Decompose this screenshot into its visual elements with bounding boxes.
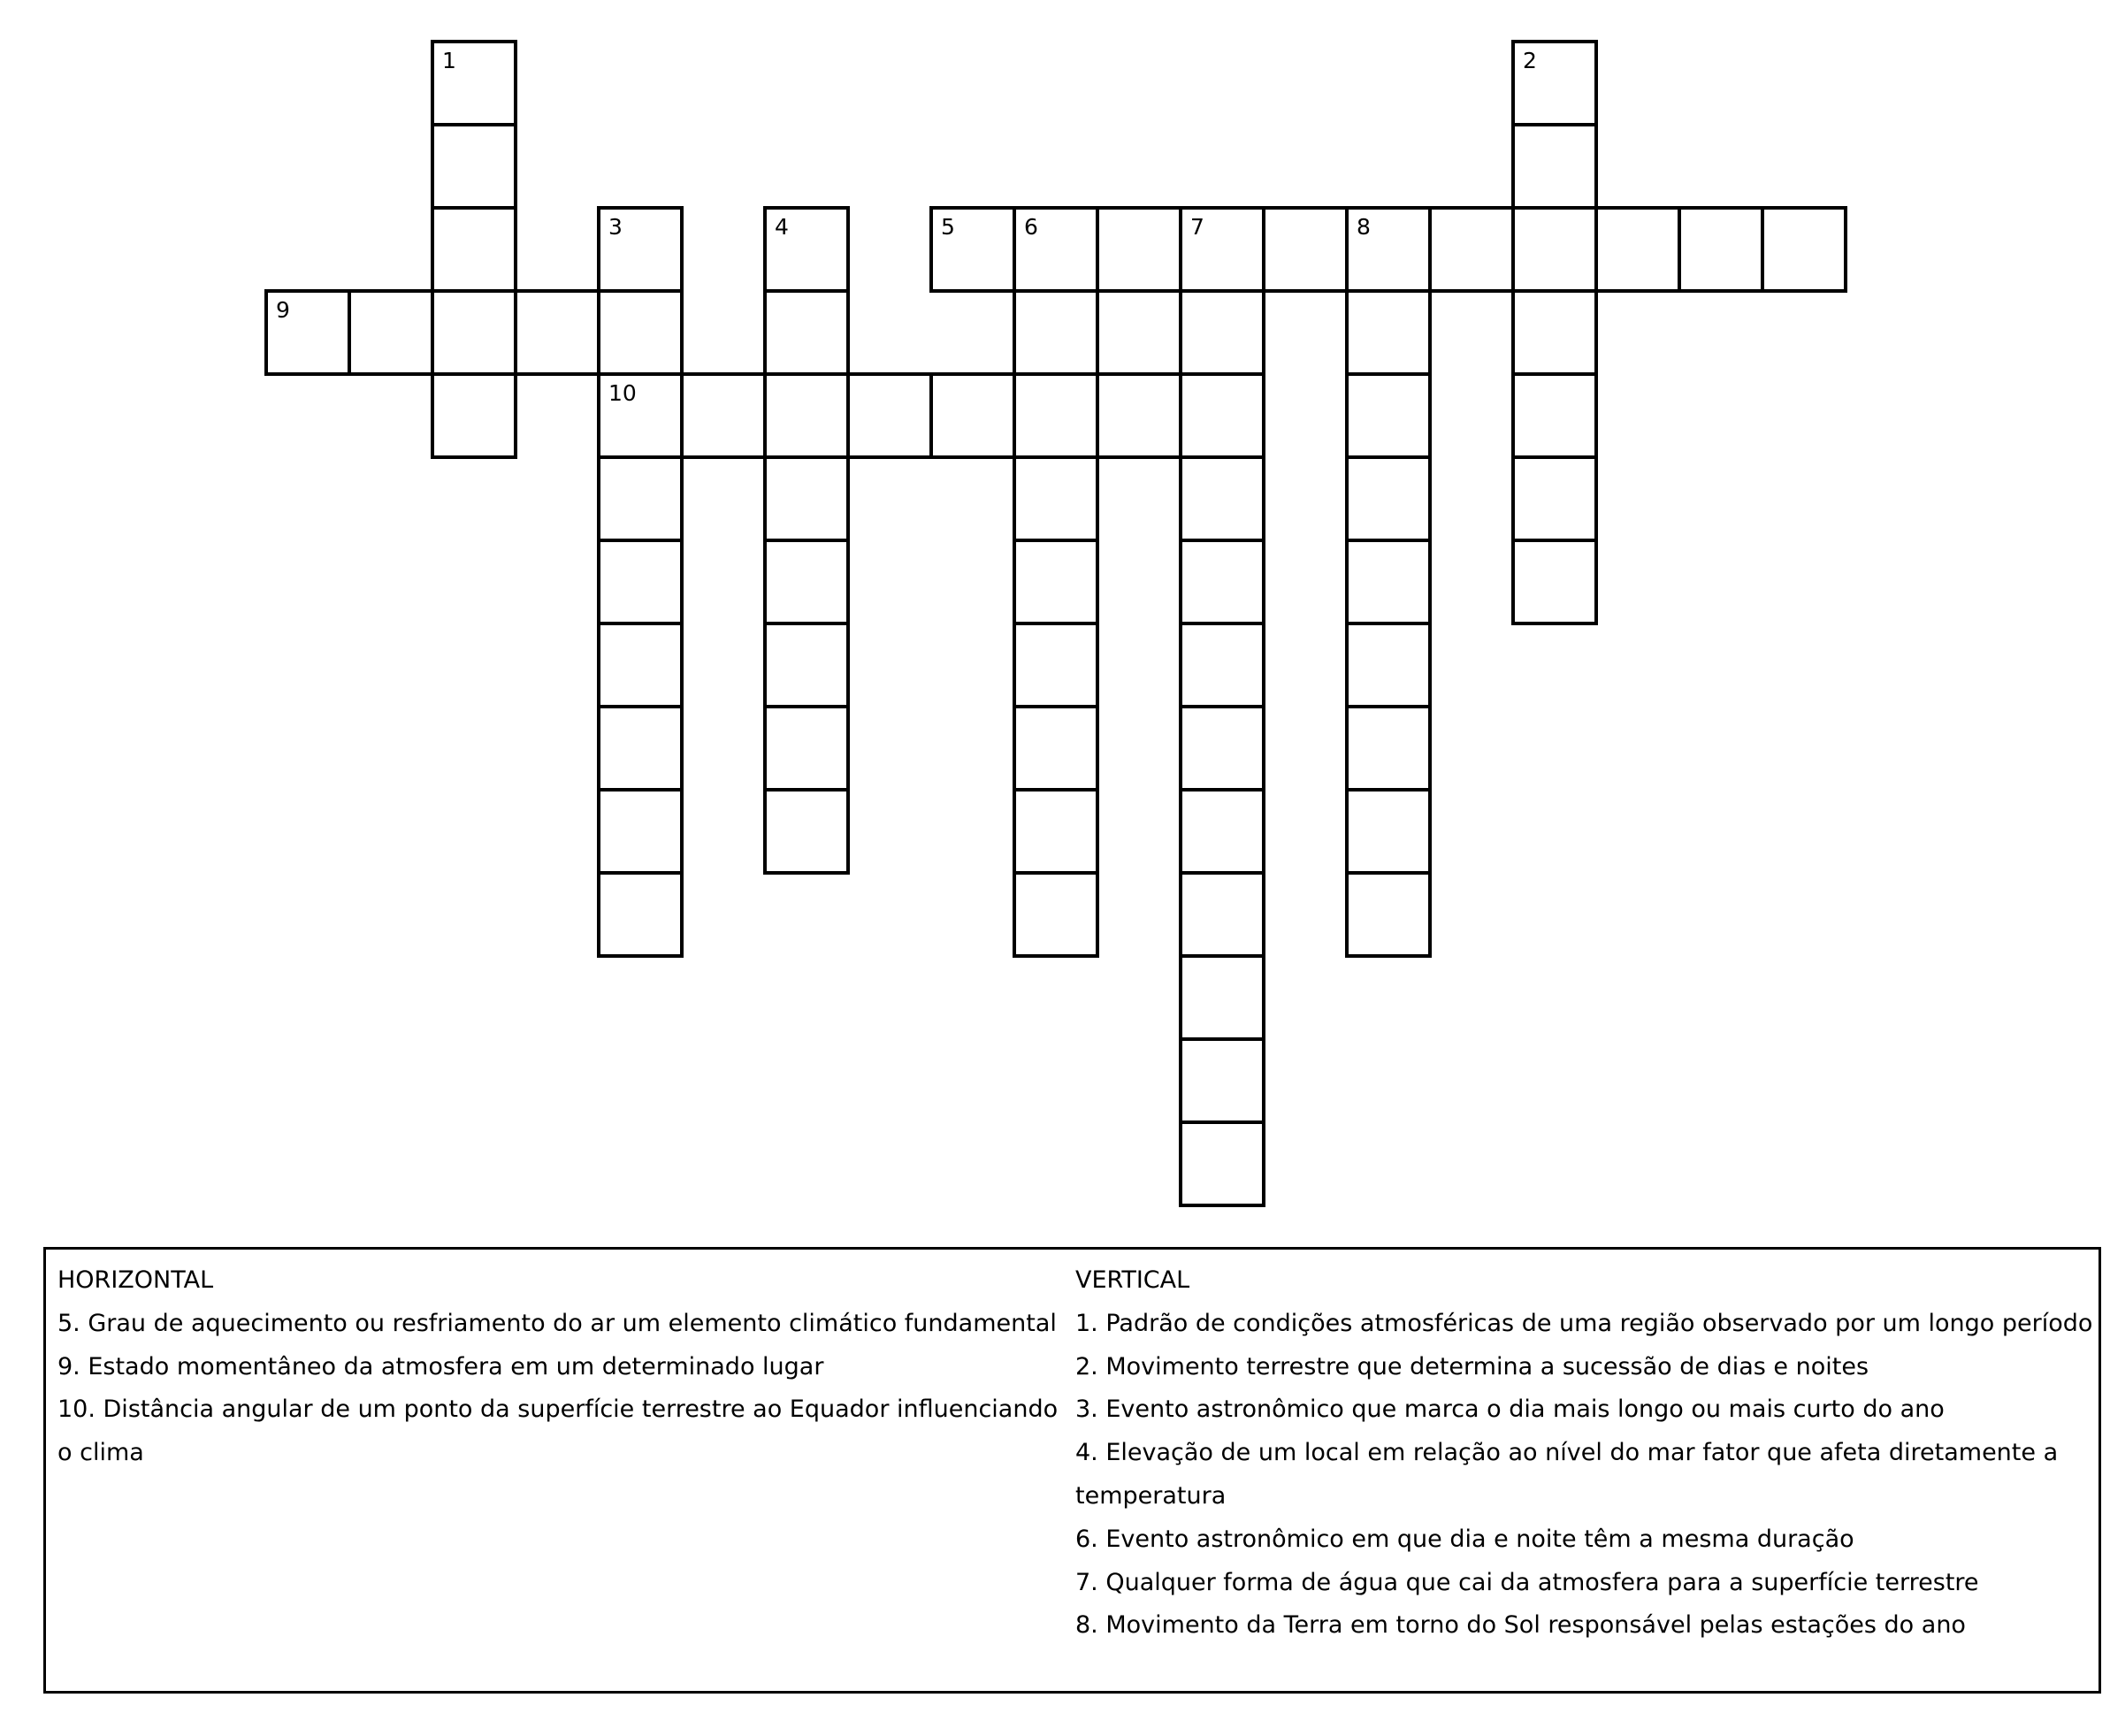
- grid-cell[interactable]: [597, 455, 684, 542]
- clue-item-vertical-2: [1075, 1346, 2092, 1389]
- grid-cell[interactable]: [1013, 455, 1099, 542]
- cell-number: 9: [276, 297, 290, 323]
- clue-line: 4. Elevação de um local em relação ao nível do mar fator que afeta diretamente a: [1075, 1439, 2059, 1467]
- grid-cell[interactable]: [1262, 206, 1349, 293]
- grid-cell[interactable]: [1096, 372, 1182, 459]
- grid-cell[interactable]: [1013, 705, 1099, 792]
- clue-line: 5. Grau de aquecimento ou resfriamento do ar um elemento climático fundamental: [57, 1309, 1057, 1337]
- grid-cell[interactable]: [1179, 1120, 1265, 1207]
- grid-cell[interactable]: [1594, 206, 1681, 293]
- grid-cell[interactable]: [1511, 455, 1598, 542]
- grid-cell[interactable]: [763, 372, 850, 459]
- clues-column-horizontal: [57, 1259, 1058, 1475]
- grid-cell[interactable]: [1013, 788, 1099, 875]
- grid-cell[interactable]: [1511, 289, 1598, 376]
- grid-cell[interactable]: [597, 788, 684, 875]
- grid-cell[interactable]: [1511, 206, 1598, 293]
- grid-cell[interactable]: [1013, 289, 1099, 376]
- grid-cell[interactable]: [846, 372, 933, 459]
- grid-cell[interactable]: [1013, 372, 1099, 459]
- grid-cell[interactable]: [763, 539, 850, 625]
- grid-cell[interactable]: [1179, 1037, 1265, 1124]
- cell-number: 4: [775, 214, 789, 240]
- clue-item-vertical-7: [1075, 1562, 2092, 1605]
- grid-cell[interactable]: [1179, 372, 1265, 459]
- cell-number: 8: [1357, 214, 1371, 240]
- grid-cell[interactable]: [1345, 788, 1432, 875]
- grid-cell[interactable]: [597, 372, 684, 459]
- grid-cell[interactable]: [763, 788, 850, 875]
- grid-cell[interactable]: [597, 705, 684, 792]
- grid-cell[interactable]: [431, 289, 517, 376]
- grid-cell[interactable]: [763, 622, 850, 708]
- clue-item-horizontal-5: [57, 1303, 1058, 1346]
- cell-number: 6: [1024, 214, 1038, 240]
- grid-cell[interactable]: [597, 539, 684, 625]
- clues-section-title-vertical: VERTICAL: [1075, 1266, 1190, 1294]
- clue-line: 9. Estado momentâneo da atmosfera em um determinado lugar: [57, 1352, 824, 1380]
- cell-number: 1: [442, 48, 456, 73]
- grid-cell[interactable]: [1179, 289, 1265, 376]
- clue-line: 1. Padrão de condições atmosféricas de uma região observado por um longo período: [1075, 1309, 2093, 1337]
- grid-cell[interactable]: [763, 206, 850, 293]
- grid-cell[interactable]: [431, 123, 517, 210]
- grid-cell[interactable]: [1511, 123, 1598, 210]
- grid-cell[interactable]: [1179, 871, 1265, 958]
- clues-panel: [43, 1247, 2101, 1694]
- cell-number: 2: [1523, 48, 1537, 73]
- grid-cell[interactable]: [1345, 622, 1432, 708]
- grid-cell[interactable]: [763, 705, 850, 792]
- cell-number: 3: [608, 214, 623, 240]
- grid-cell[interactable]: [597, 206, 684, 293]
- clue-line: 8. Movimento da Terra em torno do Sol responsável pelas estações do ano: [1075, 1611, 1966, 1640]
- grid-cell[interactable]: [1511, 539, 1598, 625]
- grid-cell[interactable]: [1179, 455, 1265, 542]
- grid-cell[interactable]: [431, 206, 517, 293]
- grid-cell[interactable]: [929, 206, 1016, 293]
- grid-cell[interactable]: [348, 289, 434, 376]
- grid-cell[interactable]: [1428, 206, 1515, 293]
- grid-cell[interactable]: [264, 289, 351, 376]
- clue-line: 10. Distância angular de um ponto da superfície terrestre ao Equador influenciando: [57, 1396, 1059, 1424]
- clues-column-vertical: [1075, 1259, 2092, 1648]
- grid-cell[interactable]: [1678, 206, 1764, 293]
- cell-number: 10: [608, 380, 637, 406]
- grid-cell[interactable]: [1761, 206, 1847, 293]
- clue-line: 7. Qualquer forma de água que cai da atmosfera para a superfície terrestre: [1075, 1568, 1979, 1596]
- grid-cell[interactable]: [431, 372, 517, 459]
- clue-items-horizontal: [57, 1303, 1058, 1475]
- grid-cell[interactable]: [1179, 622, 1265, 708]
- grid-cell[interactable]: [1511, 40, 1598, 126]
- grid-cell[interactable]: [597, 289, 684, 376]
- clue-line: 6. Evento astronômico em que dia e noite têm a mesma duração: [1075, 1525, 1854, 1553]
- grid-cell[interactable]: [763, 455, 850, 542]
- grid-cell[interactable]: [1179, 539, 1265, 625]
- clue-line: 3. Evento astronômico que marca o dia mais longo ou mais curto do ano: [1075, 1396, 1945, 1424]
- grid-cell[interactable]: [1345, 206, 1432, 293]
- clue-item-vertical-3: [1075, 1388, 2092, 1432]
- clue-item-vertical-8: [1075, 1604, 2092, 1648]
- grid-cell[interactable]: [1345, 289, 1432, 376]
- grid-cell[interactable]: [1013, 206, 1099, 293]
- grid-cell[interactable]: [597, 622, 684, 708]
- grid-cell[interactable]: [1013, 539, 1099, 625]
- clue-item-vertical-1: [1075, 1303, 2092, 1346]
- grid-cell[interactable]: [1345, 455, 1432, 542]
- grid-cell[interactable]: [1096, 206, 1182, 293]
- clue-items-vertical: [1075, 1303, 2092, 1648]
- grid-cell[interactable]: [680, 372, 767, 459]
- grid-cell[interactable]: [514, 289, 600, 376]
- grid-cell[interactable]: [431, 40, 517, 126]
- grid-cell[interactable]: [1013, 622, 1099, 708]
- cell-number: 7: [1190, 214, 1204, 240]
- grid-cell[interactable]: [1345, 372, 1432, 459]
- grid-cell[interactable]: [597, 871, 684, 958]
- clue-item-vertical-6: [1075, 1518, 2092, 1562]
- grid-cell[interactable]: [1345, 539, 1432, 625]
- grid-cell[interactable]: [1511, 372, 1598, 459]
- grid-cell[interactable]: [929, 372, 1016, 459]
- clue-item-horizontal-9: [57, 1346, 1058, 1389]
- grid-cell[interactable]: [1179, 705, 1265, 792]
- grid-cell[interactable]: [1179, 788, 1265, 875]
- grid-cell[interactable]: [1345, 705, 1432, 792]
- clue-line: 2. Movimento terrestre que determina a sucessão de dias e noites: [1075, 1352, 1869, 1380]
- clue-item-horizontal-10: [57, 1388, 1058, 1475]
- cell-number: 5: [941, 214, 955, 240]
- grid-cell[interactable]: [1179, 954, 1265, 1041]
- clue-line: temperatura: [1075, 1481, 1227, 1510]
- clue-item-vertical-4: [1075, 1432, 2092, 1518]
- clue-line: o clima: [57, 1439, 144, 1467]
- grid-cell[interactable]: [1179, 206, 1265, 293]
- grid-cell[interactable]: [1013, 871, 1099, 958]
- grid-cell[interactable]: [763, 289, 850, 376]
- grid-cell[interactable]: [1345, 871, 1432, 958]
- clues-section-title-horizontal: HORIZONTAL: [57, 1266, 214, 1294]
